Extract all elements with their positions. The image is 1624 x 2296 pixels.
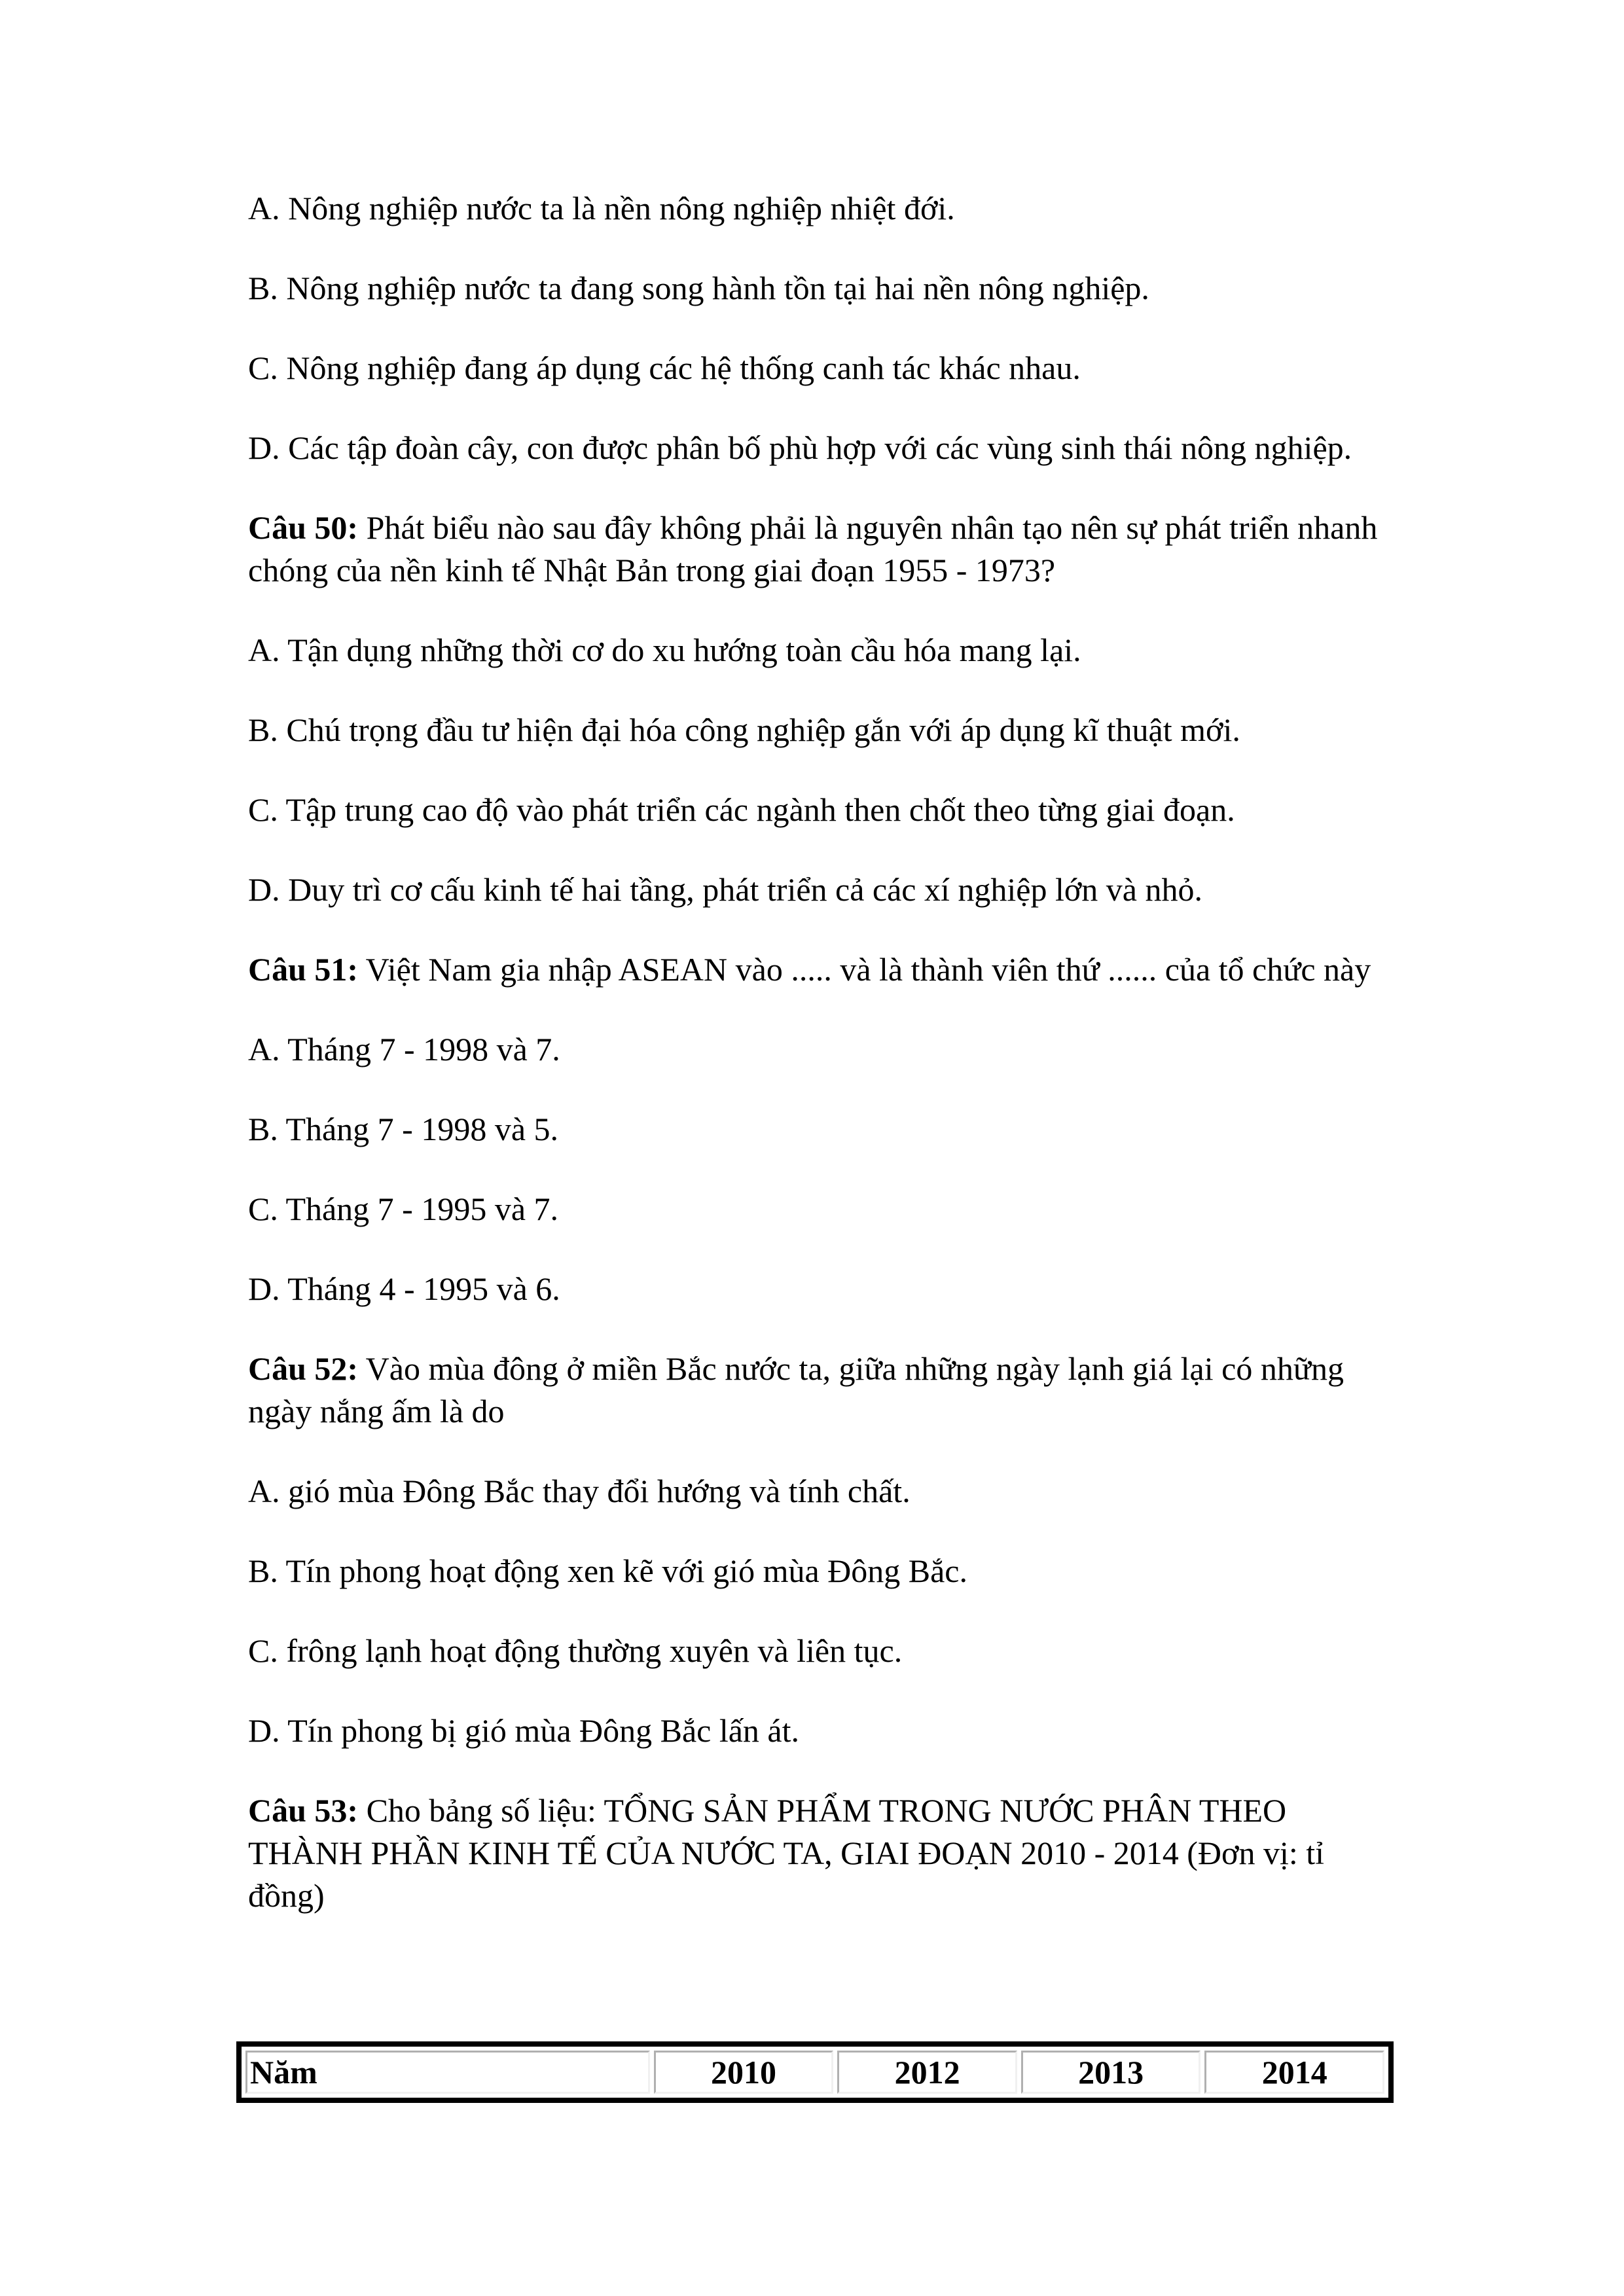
option-c: C. Tập trung cao độ vào phát triển các ngành then chốt theo từng giai đoạn. bbox=[248, 791, 1235, 828]
header-cell: 2014 bbox=[1204, 2051, 1384, 2094]
question-label: Câu 52: bbox=[248, 1350, 359, 1387]
header-cell: 2010 bbox=[654, 2051, 834, 2094]
option-a: A. Tận dụng những thời cơ do xu hướng toàn cầu hóa mang lại. bbox=[248, 632, 1081, 668]
question-label: Câu 50: bbox=[248, 509, 359, 546]
option-d: D. Duy trì cơ cấu kinh tế hai tầng, phát triển cả các xí nghiệp lớn và nhỏ. bbox=[248, 871, 1202, 908]
question-50 bbox=[248, 507, 1395, 592]
option-d: D. Tháng 4 - 1995 và 6. bbox=[248, 1270, 560, 1307]
option-b: B. Nông nghiệp nước ta đang song hành tồn tại hai nền nông nghiệp. bbox=[248, 270, 1149, 306]
option-b: B. Tín phong hoạt động xen kẽ với gió mùa Đông Bắc. bbox=[248, 1552, 967, 1589]
question-label: Câu 51: bbox=[248, 951, 359, 988]
table-header-row bbox=[245, 2051, 1384, 2094]
header-cell: 2013 bbox=[1021, 2051, 1201, 2094]
option-a: A. Nông nghiệp nước ta là nền nông nghiệp nhiệt đới. bbox=[248, 190, 955, 226]
header-cell-year: Năm bbox=[245, 2051, 650, 2094]
question-text: Vào mùa đông ở miền Bắc nước ta, giữa những ngày lạnh giá lại có những ngày nắng ấm là do bbox=[248, 1350, 1344, 1429]
question-text: Việt Nam gia nhập ASEAN vào ..... và là thành viên thứ ...... của tổ chức này bbox=[358, 951, 1371, 988]
question-51 bbox=[248, 948, 1395, 991]
option-b: B. Chú trọng đầu tư hiện đại hóa công nghiệp gắn với áp dụng kĩ thuật mới. bbox=[248, 711, 1240, 748]
question-label: Câu 53: bbox=[248, 1792, 359, 1829]
question-52 bbox=[248, 1348, 1395, 1433]
question-text: Cho bảng số liệu: TỔNG SẢN PHẨM TRONG NƯỚC PHÂN THEO THÀNH PHẦN KINH TẾ CỦA NƯỚC TA, GIAI ĐOẠN 2010 - 2014 (Đơn vị: tỉ đồng) bbox=[248, 1792, 1325, 1914]
option-c: C. Nông nghiệp đang áp dụng các hệ thống canh tác khác nhau. bbox=[248, 350, 1081, 386]
option-a: A. Tháng 7 - 1998 và 7. bbox=[248, 1031, 560, 1067]
document-body bbox=[248, 187, 1395, 1954]
question-53 bbox=[248, 1789, 1395, 1917]
data-table bbox=[236, 2041, 1394, 2103]
header-cell: 2012 bbox=[837, 2051, 1017, 2094]
option-c: C. Tháng 7 - 1995 và 7. bbox=[248, 1191, 559, 1227]
option-c: C. frông lạnh hoạt động thường xuyên và liên tục. bbox=[248, 1632, 903, 1669]
question-text: Phát biểu nào sau đây không phải là nguyên nhân tạo nên sự phát triển nhanh chóng của nền kinh tế Nhật Bản trong giai đoạn 1955 - 1973? bbox=[248, 509, 1378, 588]
option-d: D. Tín phong bị gió mùa Đông Bắc lấn át. bbox=[248, 1712, 800, 1749]
option-a: A. gió mùa Đông Bắc thay đổi hướng và tính chất. bbox=[248, 1473, 911, 1509]
option-b: B. Tháng 7 - 1998 và 5. bbox=[248, 1111, 559, 1147]
option-d: D. Các tập đoàn cây, con được phân bố phù hợp với các vùng sinh thái nông nghiệp. bbox=[248, 429, 1352, 466]
